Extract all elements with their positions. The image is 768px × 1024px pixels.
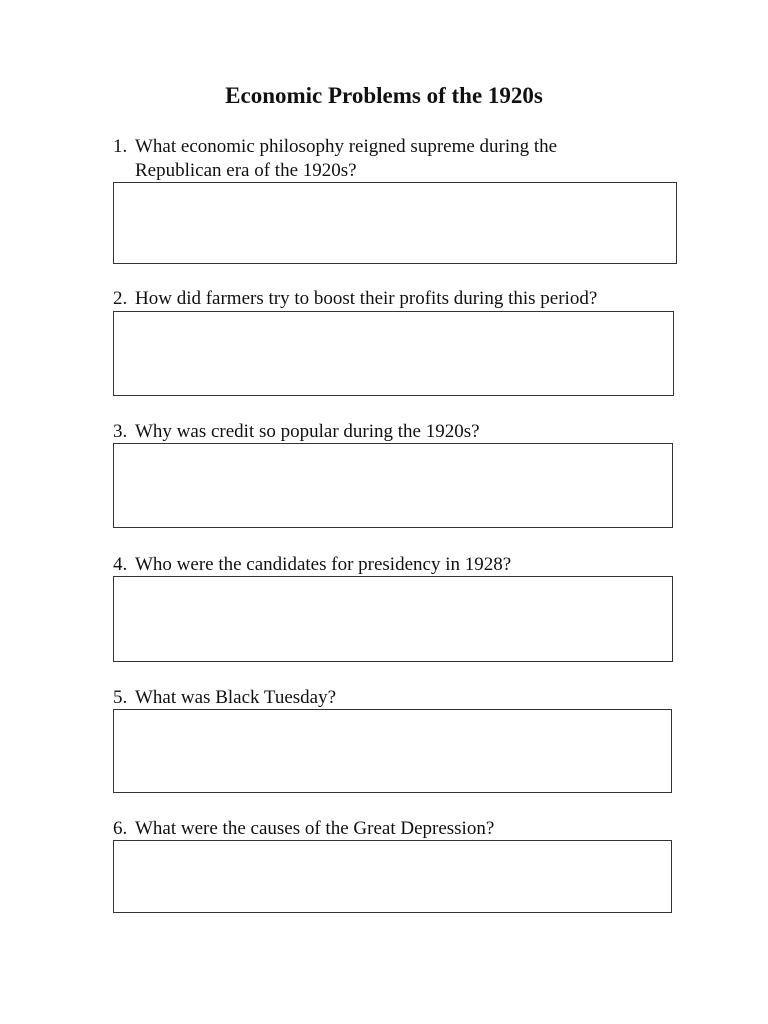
- question-number: 4.: [113, 554, 128, 575]
- question-1: [113, 135, 557, 183]
- question-text: What were the causes of the Great Depression?: [135, 818, 495, 839]
- question-line: Republican era of the 1920s?: [135, 160, 357, 181]
- question-4: [113, 553, 511, 577]
- answer-box-1[interactable]: [113, 182, 677, 264]
- question-text: What was Black Tuesday?: [135, 687, 337, 708]
- question-5: [113, 686, 336, 710]
- question-line: What economic philosophy reigned supreme during the: [135, 136, 558, 157]
- answer-box-4[interactable]: [113, 576, 673, 662]
- question-text: Who were the candidates for presidency in 1928?: [135, 554, 512, 575]
- question-number: 2.: [113, 288, 128, 309]
- answer-box-6[interactable]: [113, 840, 672, 913]
- question-text: How did farmers try to boost their profits during this period?: [135, 288, 598, 309]
- question-3: [113, 420, 480, 444]
- question-number: 5.: [113, 687, 128, 708]
- question-number: 6.: [113, 818, 128, 839]
- answer-box-2[interactable]: [113, 311, 674, 396]
- question-number: 1.: [113, 136, 128, 157]
- question-2: [113, 287, 597, 311]
- question-6: [113, 817, 494, 841]
- answer-box-3[interactable]: [113, 443, 673, 528]
- answer-box-5[interactable]: [113, 709, 672, 793]
- worksheet-title: Economic Problems of the 1920s: [225, 83, 543, 108]
- question-text: [135, 135, 557, 183]
- question-number: 3.: [113, 421, 128, 442]
- question-text: Why was credit so popular during the 1920s?: [135, 421, 480, 442]
